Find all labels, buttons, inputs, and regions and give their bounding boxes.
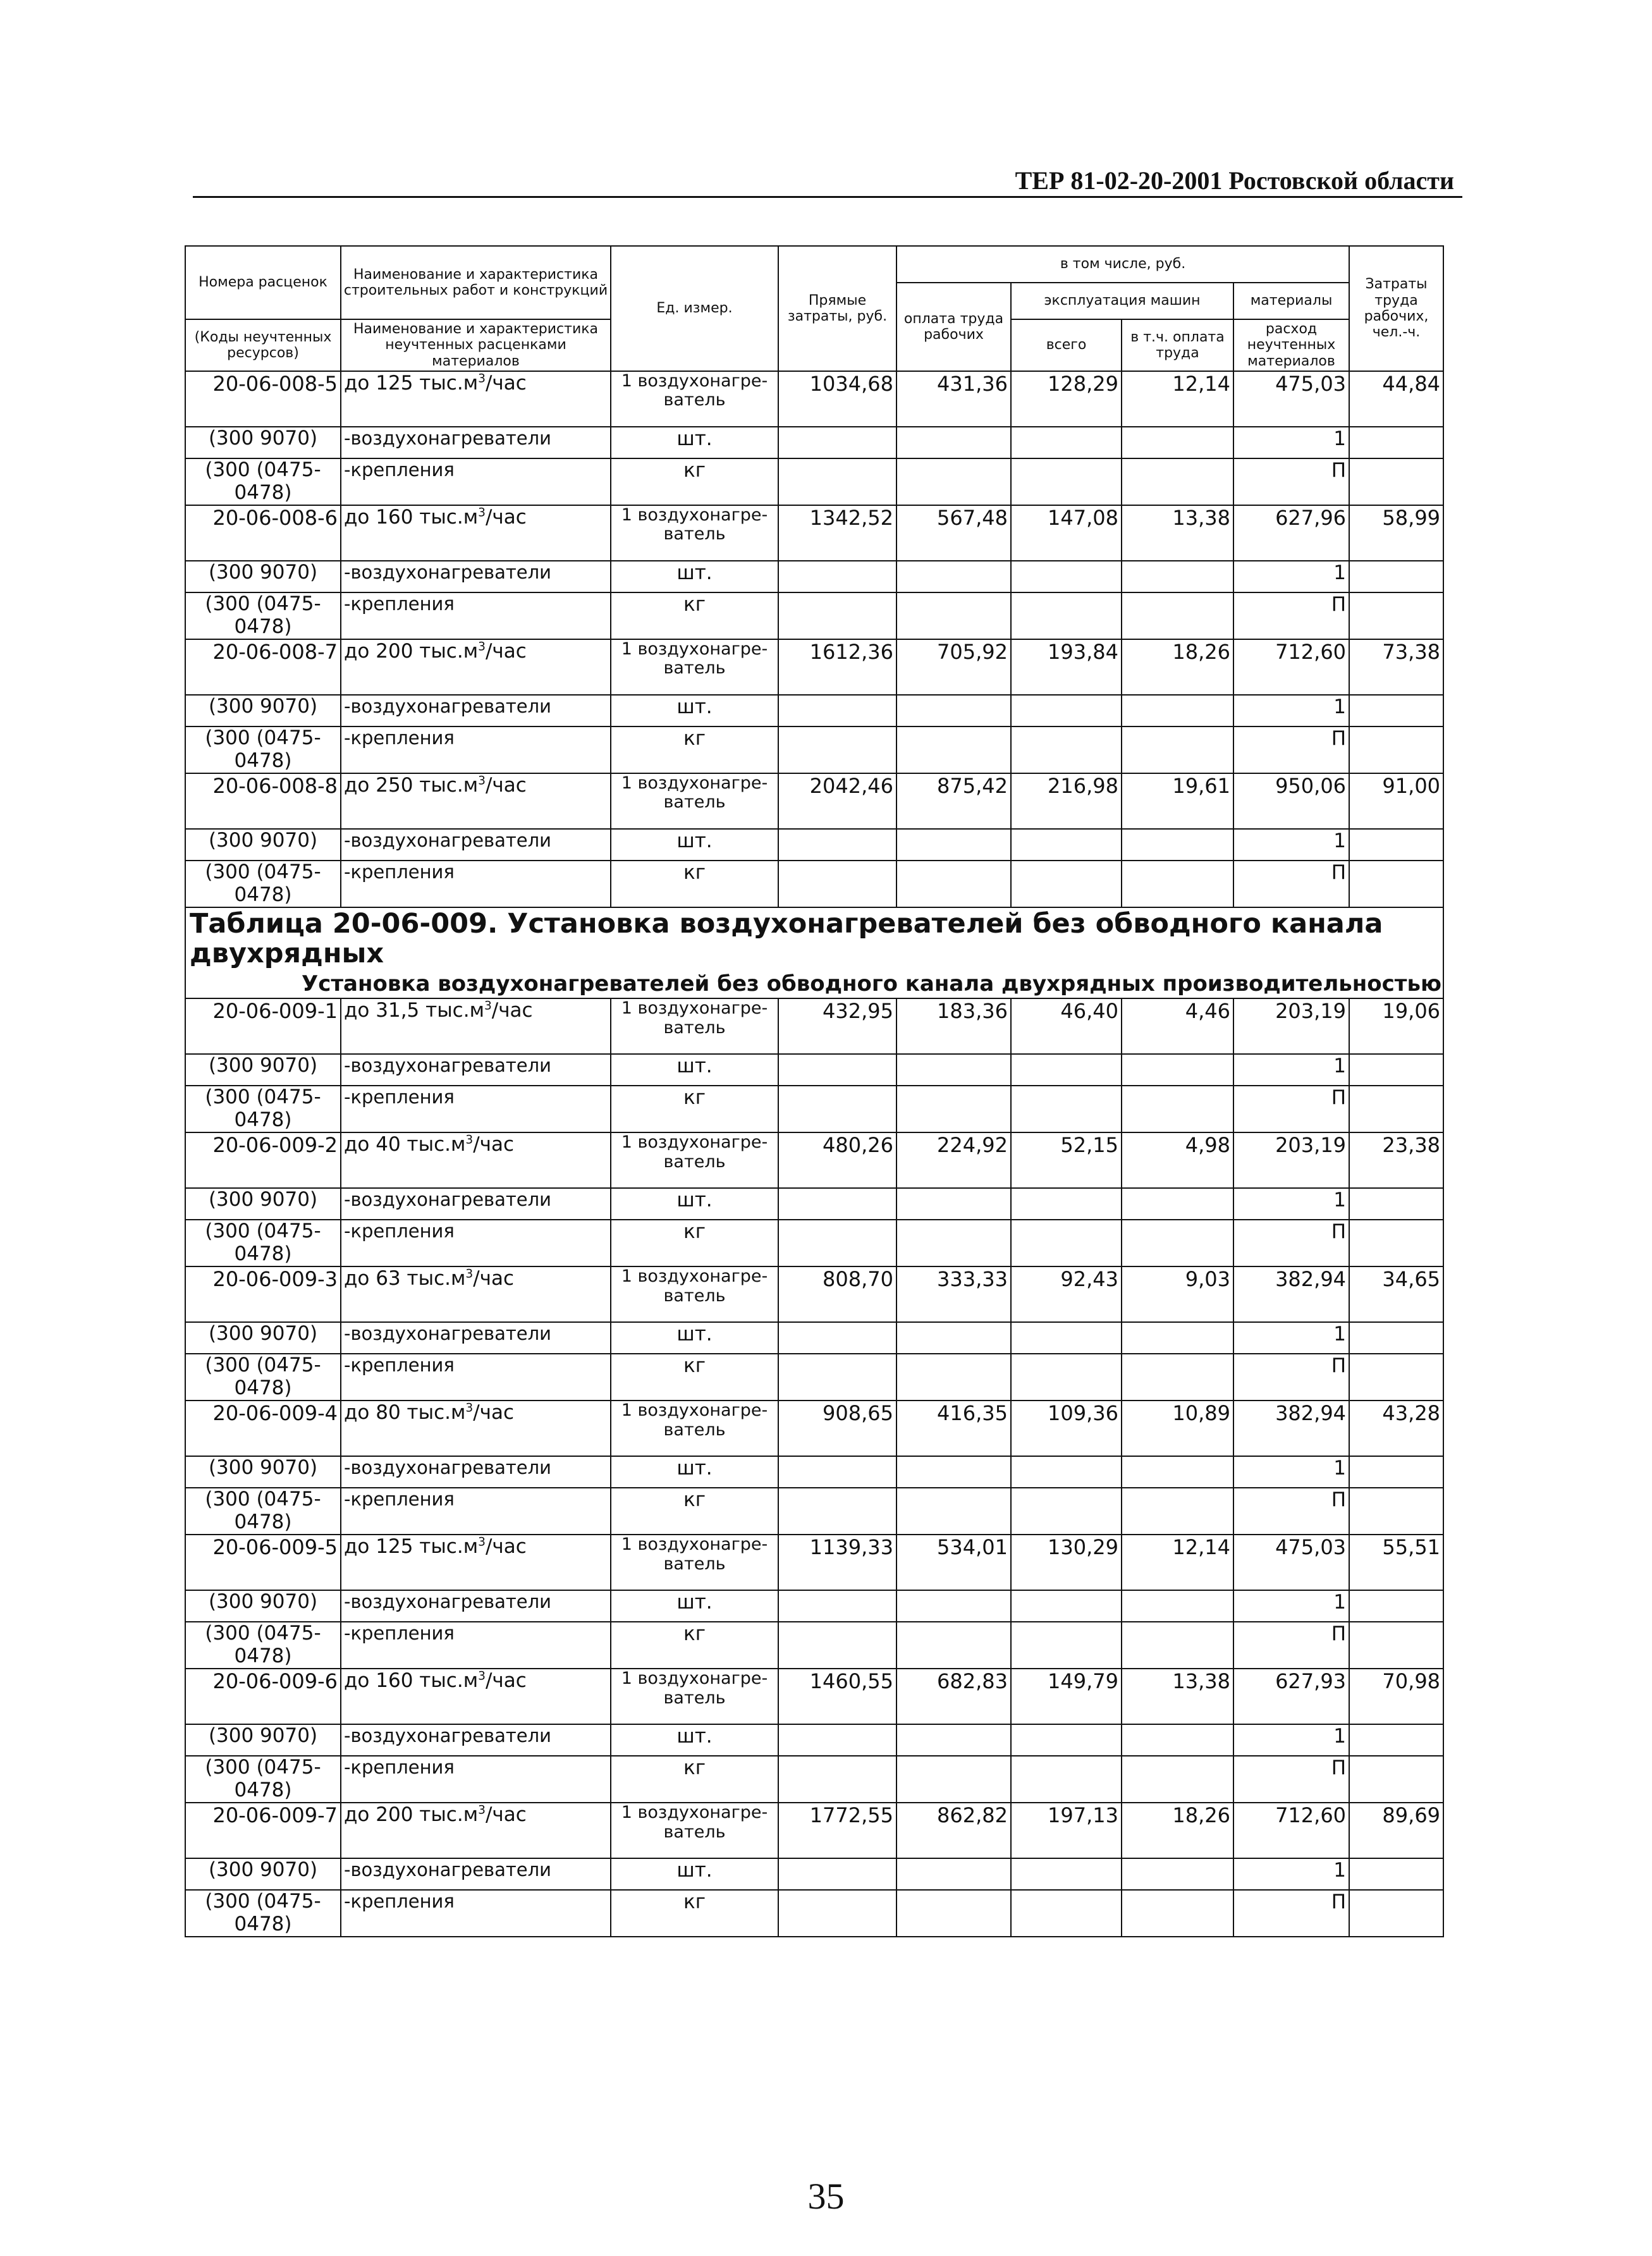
direct-costs: 1460,55 <box>778 1669 896 1724</box>
resource-code: (300 9070) <box>185 427 341 458</box>
resource-qty: 1 <box>1233 1456 1349 1488</box>
resource-name: -воздухонагреватели <box>341 561 611 592</box>
resource-code: (300 (0475-0478) <box>185 458 341 505</box>
resource-unit: кг <box>611 1890 778 1937</box>
resource-name: -крепления <box>341 726 611 773</box>
section-subtitle: Установка воздухонагревателей без обводного канала двухрядных производительностью <box>185 970 1443 998</box>
resource-row-heater <box>185 829 1443 861</box>
resource-name: -воздухонагреватели <box>341 1858 611 1890</box>
resource-unit: кг <box>611 1622 778 1669</box>
rate-unit: 1 воздухонагре-ватель <box>611 1669 778 1724</box>
rate-unit: 1 воздухонагре-ватель <box>611 1401 778 1456</box>
resource-unit: кг <box>611 726 778 773</box>
section-heading <box>185 907 1443 999</box>
resource-row-mount <box>185 1220 1443 1266</box>
resource-row-heater <box>185 1724 1443 1756</box>
resource-unit: шт. <box>611 561 778 592</box>
resource-row-mount <box>185 592 1443 639</box>
resource-code: (300 (0475-0478) <box>185 1220 341 1266</box>
machine-wage-costs: 4,98 <box>1122 1132 1233 1188</box>
direct-costs: 1772,55 <box>778 1803 896 1858</box>
material-costs: 203,19 <box>1233 998 1349 1054</box>
resource-row-heater <box>185 1858 1443 1890</box>
machine-wage-costs: 9,03 <box>1122 1266 1233 1322</box>
header-machines: эксплуатация машин <box>1011 283 1233 319</box>
rate-name-suffix: /час <box>485 773 527 797</box>
machine-costs: 128,29 <box>1011 371 1122 427</box>
section-title: Таблица 20-06-009. Установка воздухонагревателей без обводного канала двухрядных <box>185 907 1443 971</box>
rate-unit: 1 воздухонагре-ватель <box>611 1132 778 1188</box>
rate-row <box>185 773 1443 829</box>
header-labor: Затраты труда рабочих, чел.-ч. <box>1349 246 1443 371</box>
machine-costs: 46,40 <box>1011 998 1122 1054</box>
rates-table <box>185 245 1444 1937</box>
rate-name-suffix: /час <box>485 639 527 663</box>
rate-name-text: до 40 тыс.м <box>344 1133 466 1156</box>
wage-costs: 333,33 <box>896 1266 1011 1322</box>
header-name-sub: Наименование и характеристика неучтенных расценками материалов <box>341 319 611 371</box>
resource-row-heater <box>185 561 1443 592</box>
rate-name-suffix: /час <box>485 371 527 395</box>
rate-row <box>185 1535 1443 1590</box>
material-costs: 627,93 <box>1233 1669 1349 1724</box>
resource-row-mount <box>185 726 1443 773</box>
wage-costs: 224,92 <box>896 1132 1011 1188</box>
resource-qty: П <box>1233 1086 1349 1132</box>
resource-row-heater <box>185 1322 1443 1354</box>
resource-row-mount <box>185 861 1443 907</box>
resource-name: -воздухонагреватели <box>341 829 611 861</box>
header-code-sub: (Коды неучтенных ресурсов) <box>185 319 341 371</box>
material-costs: 203,19 <box>1233 1132 1349 1188</box>
resource-qty: 1 <box>1233 1858 1349 1890</box>
labor-costs: 70,98 <box>1349 1669 1443 1724</box>
resource-qty: П <box>1233 1890 1349 1937</box>
rate-row <box>185 1132 1443 1188</box>
machine-costs: 52,15 <box>1011 1132 1122 1188</box>
header-wage: оплата труда рабочих <box>896 283 1011 371</box>
labor-costs: 43,28 <box>1349 1401 1443 1456</box>
cube-superscript: 3 <box>484 1000 492 1014</box>
machine-wage-costs: 13,38 <box>1122 1669 1233 1724</box>
wage-costs: 567,48 <box>896 505 1011 561</box>
resource-unit: кг <box>611 1488 778 1535</box>
resource-unit: шт. <box>611 695 778 726</box>
rate-name <box>341 1401 611 1456</box>
wage-costs: 875,42 <box>896 773 1011 829</box>
rate-row <box>185 1669 1443 1724</box>
resource-name: -крепления <box>341 1756 611 1803</box>
direct-costs: 480,26 <box>778 1132 896 1188</box>
resource-unit: кг <box>611 1756 778 1803</box>
resource-code: (300 9070) <box>185 561 341 592</box>
resource-row-mount <box>185 1354 1443 1401</box>
resource-name: -крепления <box>341 861 611 907</box>
labor-costs: 58,99 <box>1349 505 1443 561</box>
header-materials: материалы <box>1233 283 1349 319</box>
rate-unit: 1 воздухонагре-ватель <box>611 505 778 561</box>
machine-costs: 109,36 <box>1011 1401 1122 1456</box>
resource-unit: шт. <box>611 1590 778 1622</box>
rate-name-suffix: /час <box>473 1267 515 1290</box>
direct-costs: 1342,52 <box>778 505 896 561</box>
cube-superscript: 3 <box>478 372 486 386</box>
labor-costs: 91,00 <box>1349 773 1443 829</box>
resource-unit: кг <box>611 1220 778 1266</box>
header-materials-sub: расход неучтенных материалов <box>1233 319 1349 371</box>
header-machines-total: всего <box>1011 319 1122 371</box>
material-costs: 950,06 <box>1233 773 1349 829</box>
rate-code: 20-06-008-7 <box>185 639 341 695</box>
resource-qty: П <box>1233 1220 1349 1266</box>
wage-costs: 862,82 <box>896 1803 1011 1858</box>
resource-qty: П <box>1233 1354 1349 1401</box>
rate-code: 20-06-009-2 <box>185 1132 341 1188</box>
resource-name: -крепления <box>341 592 611 639</box>
cube-superscript: 3 <box>478 1536 486 1550</box>
rate-name-text: до 125 тыс.м <box>344 371 479 395</box>
rate-row <box>185 1401 1443 1456</box>
resource-unit: шт. <box>611 1858 778 1890</box>
wage-costs: 682,83 <box>896 1669 1011 1724</box>
resource-row-mount <box>185 1086 1443 1132</box>
rate-name-suffix: /час <box>473 1133 515 1156</box>
resource-name: -крепления <box>341 1488 611 1535</box>
rate-code: 20-06-009-5 <box>185 1535 341 1590</box>
machine-costs: 193,84 <box>1011 639 1122 695</box>
rate-name <box>341 505 611 561</box>
header-direct-costs: Прямые затраты, руб. <box>778 246 896 371</box>
machine-wage-costs: 12,14 <box>1122 371 1233 427</box>
material-costs: 712,60 <box>1233 1803 1349 1858</box>
resource-name: -воздухонагреватели <box>341 1724 611 1756</box>
rate-row <box>185 371 1443 427</box>
rate-name-suffix: /час <box>491 999 533 1022</box>
resource-name: -воздухонагреватели <box>341 695 611 726</box>
resource-unit: шт. <box>611 1724 778 1756</box>
rate-name-text: до 63 тыс.м <box>344 1267 466 1290</box>
resource-qty: 1 <box>1233 1188 1349 1220</box>
resource-unit: шт. <box>611 427 778 458</box>
labor-costs: 34,65 <box>1349 1266 1443 1322</box>
rate-name <box>341 1803 611 1858</box>
resource-name: -крепления <box>341 1220 611 1266</box>
cube-superscript: 3 <box>465 1268 474 1282</box>
rate-unit: 1 воздухонагре-ватель <box>611 639 778 695</box>
wage-costs: 431,36 <box>896 371 1011 427</box>
rate-code: 20-06-009-3 <box>185 1266 341 1322</box>
resource-code: (300 (0475-0478) <box>185 592 341 639</box>
header-unit: Ед. измер. <box>611 246 778 371</box>
labor-costs: 55,51 <box>1349 1535 1443 1590</box>
resource-name: -воздухонагреватели <box>341 1188 611 1220</box>
direct-costs: 2042,46 <box>778 773 896 829</box>
rate-code: 20-06-008-6 <box>185 505 341 561</box>
machine-wage-costs: 18,26 <box>1122 1803 1233 1858</box>
rate-row <box>185 1266 1443 1322</box>
resource-qty: 1 <box>1233 1054 1349 1086</box>
resource-code: (300 (0475-0478) <box>185 1354 341 1401</box>
machine-wage-costs: 18,26 <box>1122 639 1233 695</box>
rate-name-text: до 125 тыс.м <box>344 1535 479 1559</box>
rate-unit: 1 воздухонагре-ватель <box>611 998 778 1054</box>
resource-qty: П <box>1233 592 1349 639</box>
rate-row <box>185 1803 1443 1858</box>
rate-name-suffix: /час <box>485 505 527 529</box>
rate-unit: 1 воздухонагре-ватель <box>611 1803 778 1858</box>
rate-name <box>341 1669 611 1724</box>
machine-wage-costs: 10,89 <box>1122 1401 1233 1456</box>
rate-name-suffix: /час <box>485 1803 527 1827</box>
wage-costs: 705,92 <box>896 639 1011 695</box>
resource-unit: кг <box>611 1354 778 1401</box>
machine-wage-costs: 13,38 <box>1122 505 1233 561</box>
material-costs: 382,94 <box>1233 1266 1349 1322</box>
machine-costs: 197,13 <box>1011 1803 1122 1858</box>
header-rule <box>193 196 1462 198</box>
cube-superscript: 3 <box>465 1402 474 1416</box>
rate-name <box>341 639 611 695</box>
cube-superscript: 3 <box>478 774 486 788</box>
rate-code: 20-06-009-1 <box>185 998 341 1054</box>
resource-qty: П <box>1233 1488 1349 1535</box>
resource-name: -воздухонагреватели <box>341 427 611 458</box>
rate-name-suffix: /час <box>485 1669 527 1693</box>
resource-qty: П <box>1233 726 1349 773</box>
labor-costs: 73,38 <box>1349 639 1443 695</box>
resource-row-mount <box>185 1890 1443 1937</box>
table-20-06-009-body <box>185 998 1443 1937</box>
resource-code: (300 9070) <box>185 1724 341 1756</box>
resource-qty: П <box>1233 1756 1349 1803</box>
material-costs: 382,94 <box>1233 1401 1349 1456</box>
resource-qty: 1 <box>1233 829 1349 861</box>
header-code: Номера расценок <box>185 246 341 319</box>
direct-costs: 908,65 <box>778 1401 896 1456</box>
resource-qty: 1 <box>1233 1590 1349 1622</box>
header-machines-wage: в т.ч. оплата труда <box>1122 319 1233 371</box>
machine-wage-costs: 12,14 <box>1122 1535 1233 1590</box>
resource-name: -воздухонагреватели <box>341 1590 611 1622</box>
resource-code: (300 9070) <box>185 1322 341 1354</box>
rate-name-text: до 200 тыс.м <box>344 639 479 663</box>
rate-name-text: до 160 тыс.м <box>344 1669 479 1693</box>
resource-unit: кг <box>611 861 778 907</box>
resource-code: (300 (0475-0478) <box>185 1622 341 1669</box>
resource-row-mount <box>185 1488 1443 1535</box>
cube-superscript: 3 <box>478 1670 486 1684</box>
rate-row <box>185 505 1443 561</box>
direct-costs: 1612,36 <box>778 639 896 695</box>
resource-row-heater <box>185 695 1443 726</box>
resource-qty: 1 <box>1233 1322 1349 1354</box>
document-header-title: ТЕР 81-02-20-2001 Ростовской области <box>1015 166 1454 195</box>
rate-unit: 1 воздухонагре-ватель <box>611 1266 778 1322</box>
resource-code: (300 (0475-0478) <box>185 726 341 773</box>
resource-row-heater <box>185 1054 1443 1086</box>
rate-name-suffix: /час <box>485 1535 527 1559</box>
resource-name: -крепления <box>341 1890 611 1937</box>
resource-unit: кг <box>611 458 778 505</box>
resource-qty: П <box>1233 861 1349 907</box>
rate-name <box>341 998 611 1054</box>
cube-superscript: 3 <box>478 640 486 654</box>
rate-name <box>341 1266 611 1322</box>
rate-code: 20-06-009-7 <box>185 1803 341 1858</box>
material-costs: 627,96 <box>1233 505 1349 561</box>
resource-name: -воздухонагреватели <box>341 1456 611 1488</box>
rate-name-text: до 31,5 тыс.м <box>344 999 484 1022</box>
rate-code: 20-06-008-8 <box>185 773 341 829</box>
direct-costs: 1034,68 <box>778 371 896 427</box>
machine-wage-costs: 4,46 <box>1122 998 1233 1054</box>
resource-name: -крепления <box>341 458 611 505</box>
rate-name-text: до 80 тыс.м <box>344 1401 466 1425</box>
machine-wage-costs: 19,61 <box>1122 773 1233 829</box>
resource-code: (300 (0475-0478) <box>185 1756 341 1803</box>
cube-superscript: 3 <box>478 506 486 520</box>
resource-unit: шт. <box>611 1054 778 1086</box>
rate-name-text: до 160 тыс.м <box>344 505 479 529</box>
resource-unit: шт. <box>611 829 778 861</box>
resource-unit: шт. <box>611 1456 778 1488</box>
resource-qty: П <box>1233 458 1349 505</box>
table-20-06-008-body <box>185 371 1443 907</box>
resource-code: (300 9070) <box>185 695 341 726</box>
machine-costs: 147,08 <box>1011 505 1122 561</box>
resource-qty: 1 <box>1233 427 1349 458</box>
rate-unit: 1 воздухонагре-ватель <box>611 773 778 829</box>
rate-name-text: до 250 тыс.м <box>344 773 479 797</box>
resource-name: -воздухонагреватели <box>341 1322 611 1354</box>
header-including: в том числе, руб. <box>896 246 1349 283</box>
resource-unit: кг <box>611 1086 778 1132</box>
rate-name-text: до 200 тыс.м <box>344 1803 479 1827</box>
resource-qty: 1 <box>1233 1724 1349 1756</box>
machine-costs: 149,79 <box>1011 1669 1122 1724</box>
rate-code: 20-06-009-4 <box>185 1401 341 1456</box>
resource-row-mount <box>185 1622 1443 1669</box>
resource-code: (300 9070) <box>185 1590 341 1622</box>
resource-name: -крепления <box>341 1086 611 1132</box>
resource-name: -крепления <box>341 1354 611 1401</box>
direct-costs: 808,70 <box>778 1266 896 1322</box>
labor-costs: 19,06 <box>1349 998 1443 1054</box>
resource-name: -воздухонагреватели <box>341 1054 611 1086</box>
table-header <box>185 246 1443 371</box>
resource-code: (300 9070) <box>185 1054 341 1086</box>
wage-costs: 183,36 <box>896 998 1011 1054</box>
resource-row-mount <box>185 458 1443 505</box>
resource-row-mount <box>185 1756 1443 1803</box>
direct-costs: 432,95 <box>778 998 896 1054</box>
labor-costs: 44,84 <box>1349 371 1443 427</box>
resource-code: (300 9070) <box>185 1188 341 1220</box>
labor-costs: 23,38 <box>1349 1132 1443 1188</box>
page-number: 35 <box>807 2176 845 2217</box>
cube-superscript: 3 <box>478 1804 486 1818</box>
cube-superscript: 3 <box>465 1134 474 1148</box>
header-name: Наименование и характеристика строительных работ и конструкций <box>341 246 611 319</box>
rate-name-suffix: /час <box>473 1401 515 1425</box>
resource-qty: 1 <box>1233 561 1349 592</box>
resource-row-heater <box>185 427 1443 458</box>
resource-code: (300 (0475-0478) <box>185 861 341 907</box>
resource-code: (300 (0475-0478) <box>185 1086 341 1132</box>
resource-name: -крепления <box>341 1622 611 1669</box>
direct-costs: 1139,33 <box>778 1535 896 1590</box>
resource-code: (300 (0475-0478) <box>185 1488 341 1535</box>
resource-row-heater <box>185 1188 1443 1220</box>
rate-name <box>341 371 611 427</box>
machine-costs: 130,29 <box>1011 1535 1122 1590</box>
rate-name <box>341 1132 611 1188</box>
resource-row-heater <box>185 1456 1443 1488</box>
machine-costs: 216,98 <box>1011 773 1122 829</box>
material-costs: 712,60 <box>1233 639 1349 695</box>
rate-code: 20-06-009-6 <box>185 1669 341 1724</box>
resource-unit: кг <box>611 592 778 639</box>
rate-name <box>341 1535 611 1590</box>
resource-code: (300 9070) <box>185 829 341 861</box>
material-costs: 475,03 <box>1233 371 1349 427</box>
rate-unit: 1 воздухонагре-ватель <box>611 1535 778 1590</box>
resource-row-heater <box>185 1590 1443 1622</box>
rate-row <box>185 639 1443 695</box>
material-costs: 475,03 <box>1233 1535 1349 1590</box>
resource-code: (300 (0475-0478) <box>185 1890 341 1937</box>
resource-unit: шт. <box>611 1322 778 1354</box>
labor-costs: 89,69 <box>1349 1803 1443 1858</box>
resource-qty: П <box>1233 1622 1349 1669</box>
resource-qty: 1 <box>1233 695 1349 726</box>
rate-code: 20-06-008-5 <box>185 371 341 427</box>
resource-unit: шт. <box>611 1188 778 1220</box>
rate-name <box>341 773 611 829</box>
resource-code: (300 9070) <box>185 1456 341 1488</box>
machine-costs: 92,43 <box>1011 1266 1122 1322</box>
rate-unit: 1 воздухонагре-ватель <box>611 371 778 427</box>
wage-costs: 534,01 <box>896 1535 1011 1590</box>
wage-costs: 416,35 <box>896 1401 1011 1456</box>
rate-row <box>185 998 1443 1054</box>
resource-code: (300 9070) <box>185 1858 341 1890</box>
